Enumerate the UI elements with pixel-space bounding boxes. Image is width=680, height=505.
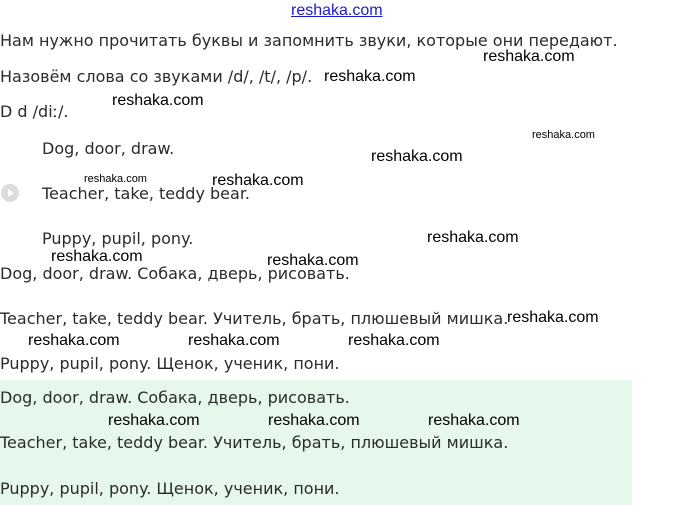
answer-line-p: Puppy, pupil, pony. Щенок, ученик, пони. bbox=[0, 479, 340, 498]
answer-line-d: Dog, door, draw. Собака, дверь, рисовать. bbox=[0, 388, 350, 407]
watermark: reshaka.com bbox=[348, 332, 440, 349]
header-watermark[interactable]: reshaka.com bbox=[291, 2, 383, 19]
watermark: reshaka.com bbox=[267, 252, 359, 269]
word-line-t: Teacher, take, teddy bear. bbox=[42, 184, 251, 203]
translation-line-p: Puppy, pupil, pony. Щенок, ученик, пони. bbox=[0, 354, 340, 373]
play-icon[interactable] bbox=[1, 184, 19, 202]
watermark: reshaka.com bbox=[51, 248, 143, 265]
watermark: reshaka.com bbox=[324, 68, 416, 85]
watermark: reshaka.com bbox=[427, 229, 519, 246]
task-text: Назовём слова со звуками /d/, /t/, /p/. bbox=[0, 67, 313, 86]
watermark: reshaka.com bbox=[371, 148, 463, 165]
watermark: reshaka.com bbox=[108, 412, 200, 429]
translation-line-t: Teacher, take, teddy bear. Учитель, брать, плюшевый мишка. bbox=[0, 309, 509, 328]
watermark: reshaka.com bbox=[28, 332, 120, 349]
word-line-d: Dog, door, draw. bbox=[42, 139, 175, 158]
watermark: reshaka.com bbox=[84, 173, 147, 185]
watermark: reshaka.com bbox=[188, 332, 280, 349]
watermark: reshaka.com bbox=[428, 412, 520, 429]
watermark: reshaka.com bbox=[112, 92, 204, 109]
answer-line-t: Teacher, take, teddy bear. Учитель, брать, плюшевый мишка. bbox=[0, 433, 509, 452]
watermark: reshaka.com bbox=[483, 48, 575, 65]
watermark: reshaka.com bbox=[507, 309, 599, 326]
watermark: reshaka.com bbox=[212, 172, 304, 189]
translation-line-d: Dog, door, draw. Собака, дверь, рисовать. bbox=[0, 264, 350, 283]
word-line-p: Puppy, pupil, pony. bbox=[42, 229, 194, 248]
intro-text: Нам нужно прочитать буквы и запомнить звуки, которые они передают. bbox=[0, 31, 618, 50]
watermark: reshaka.com bbox=[532, 129, 595, 141]
watermark: reshaka.com bbox=[268, 412, 360, 429]
letter-transcription: D d /diː/. bbox=[0, 102, 69, 121]
